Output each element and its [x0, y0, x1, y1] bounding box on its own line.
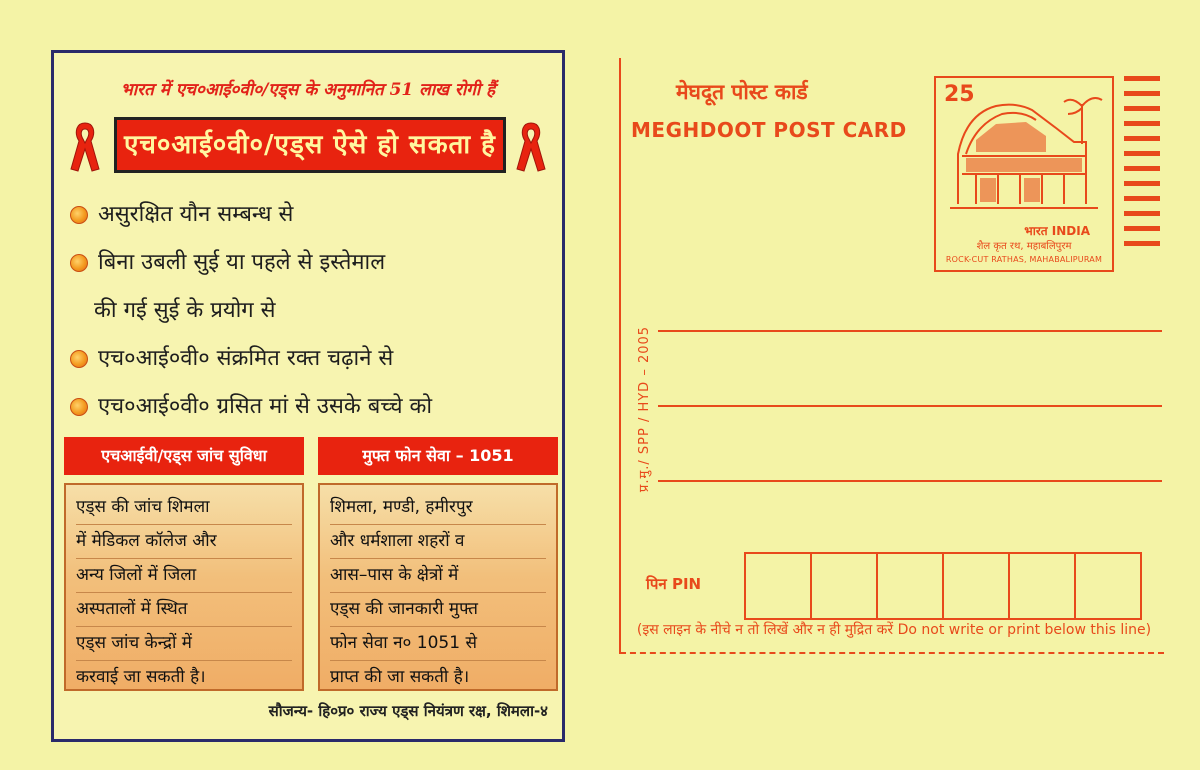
stamp-value: 25 [944, 82, 975, 107]
test-facility-box [64, 483, 304, 691]
list-item: असुरक्षित यौन सम्बन्ध से [68, 193, 554, 241]
postcard-title-english: MEGHDOOT POST CARD [631, 118, 907, 142]
rock-cut-ratha-illustration [936, 84, 1112, 224]
hiv-awareness-panel [51, 50, 565, 742]
address-line[interactable] [658, 480, 1162, 482]
text-line: और धर्मशाला शहरों व [330, 525, 546, 559]
bullet-icon [70, 254, 88, 272]
bullet-icon [70, 350, 88, 368]
address-line[interactable] [658, 405, 1162, 407]
text-line: प्राप्त की जा सकती है। [330, 667, 470, 687]
pin-digit-box[interactable] [942, 552, 1010, 620]
text-line: एड्स की जांच शिमला [76, 491, 292, 525]
pin-digit-box[interactable] [744, 552, 812, 620]
list-item: बिना उबली सुई या पहले से इस्तेमाल [68, 241, 554, 289]
text-line: आस–पास के क्षेत्रों में [330, 559, 546, 593]
pin-digit-box[interactable] [810, 552, 878, 620]
red-ribbon-icon [68, 119, 102, 173]
pin-digit-box[interactable] [1074, 552, 1142, 620]
pin-digit-box[interactable] [1008, 552, 1076, 620]
free-phone-heading: मुफ्त फोन सेवा – 1051 [318, 437, 558, 475]
text-line: एड्स की जानकारी मुफ्त [330, 593, 546, 627]
print-code: प्र.मु./ SPP / HYD – 2005 [637, 325, 652, 493]
text-line: फोन सेवा न० 1051 से [330, 627, 546, 661]
list-item-continuation: की गई सुई के प्रयोग से [94, 298, 276, 323]
vertical-divider [619, 58, 621, 654]
pin-digit-box[interactable] [876, 552, 944, 620]
pin-code-boxes [744, 552, 1140, 620]
list-item: एच०आई०वी० संक्रमित रक्त चढ़ाने से [68, 337, 554, 385]
postal-bars [1124, 76, 1160, 256]
red-ribbon-icon [514, 119, 548, 173]
estimate-headline: भारत में एच०आई०वी०/एड्स के अनुमानित 51 लाख रोगी हैं [120, 80, 496, 100]
list-item: एच०आई०वी० ग्रसित मां से उसके बच्चे को [68, 385, 554, 433]
text-line: अन्य जिलों में जिला [76, 559, 292, 593]
stamp-country: भारत INDIA [1024, 224, 1090, 238]
postage-stamp [934, 76, 1114, 272]
do-not-write-note: (इस लाइन के नीचे न तो लिखें और न ही मुद्रित करें Do not write or print below this line) [636, 622, 1152, 638]
stamp-caption-english: ROCK-CUT RATHAS, MAHABALIPURAM [945, 255, 1103, 264]
pin-label: पिन PIN [646, 575, 702, 593]
free-phone-box [318, 483, 558, 691]
courtesy-credit: सौजन्य- हि०प्र० राज्य एड्स नियंत्रण रक्ष, शिमला-४ [268, 702, 548, 720]
transmission-list [68, 193, 554, 433]
bullet-icon [70, 206, 88, 224]
text-line: शिमला, मण्डी, हमीरपुर [330, 491, 546, 525]
text-line: अस्पतालों में स्थित [76, 593, 292, 627]
transmission-banner: एच०आई०वी०/एड्स ऐसे हो सकता है [114, 117, 506, 173]
dashed-boundary-line [620, 652, 1164, 654]
bullet-icon [70, 398, 88, 416]
test-facility-heading: एचआईवी/एड्स जांच सुविधा [64, 437, 304, 475]
address-line[interactable] [658, 330, 1162, 332]
stamp-caption-hindi: शैल कृत रथ, महाबलिपुरम [976, 241, 1072, 252]
text-line: एड्स जांच केन्द्रों में [76, 627, 292, 661]
text-line: करवाई जा सकती है। [76, 667, 206, 687]
postcard-title-hindi: मेघदूत पोस्ट कार्ड [676, 80, 808, 104]
text-line: में मेडिकल कॉलेज और [76, 525, 292, 559]
